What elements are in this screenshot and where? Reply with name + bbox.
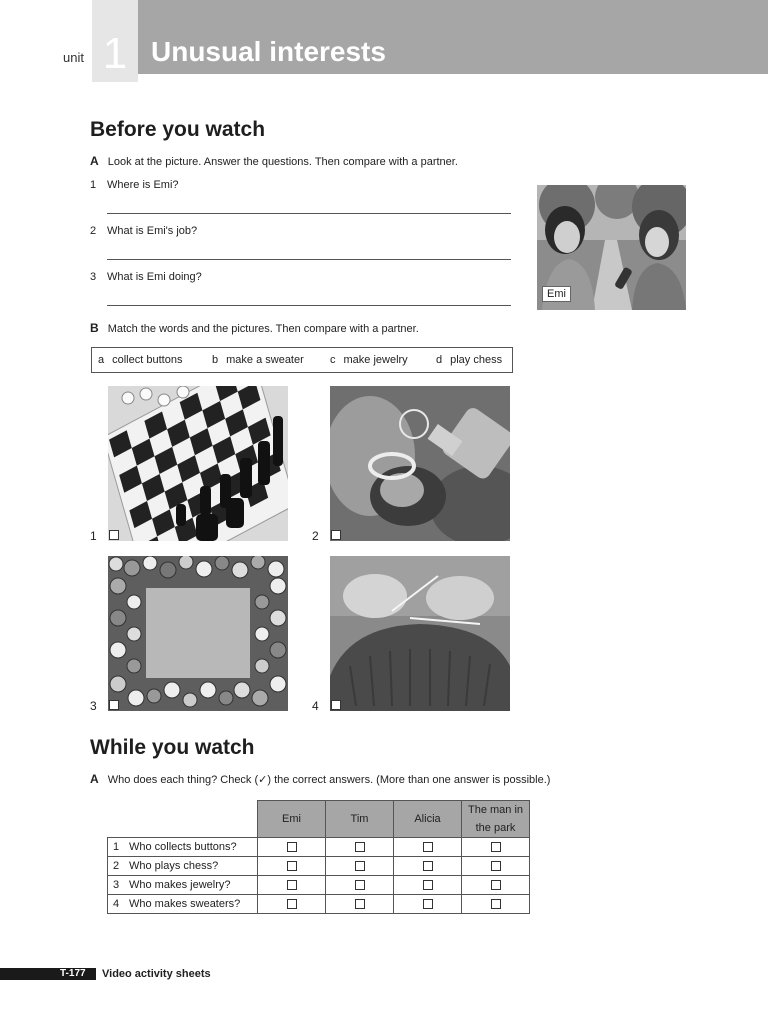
picture-number-1: 1	[90, 529, 97, 543]
checkbox-emi[interactable]	[287, 880, 297, 890]
question-number: 3	[90, 271, 97, 283]
check-table	[107, 800, 530, 914]
row-question: 2 Who plays chess?	[108, 857, 258, 876]
jewelry-picture	[330, 386, 510, 541]
word-box	[91, 347, 513, 373]
table-row	[108, 857, 530, 876]
checkbox-man-in-park[interactable]	[491, 899, 501, 909]
exercise-a-instruction	[90, 154, 458, 169]
table-row	[108, 895, 530, 914]
column-header-alicia: Alicia	[394, 801, 462, 838]
picture-2-checkbox[interactable]	[331, 530, 341, 540]
buttons-picture	[108, 556, 288, 711]
column-header-emi: Emi	[258, 801, 326, 838]
row-question: 4 Who makes sweaters?	[108, 895, 258, 914]
checkbox-tim[interactable]	[355, 899, 365, 909]
table-corner	[108, 801, 258, 838]
question-text: What is Emi's job?	[107, 225, 198, 237]
checkbox-alicia[interactable]	[423, 880, 433, 890]
question-number: 1	[90, 179, 97, 191]
while-exercise-a-label: A	[90, 772, 99, 786]
exercise-b-instruction	[90, 321, 419, 336]
picture-1-checkbox[interactable]	[109, 530, 119, 540]
checkbox-alicia[interactable]	[423, 842, 433, 852]
checkbox-man-in-park[interactable]	[491, 880, 501, 890]
picture-4-checkbox[interactable]	[331, 700, 341, 710]
column-header-man-in-park: The man in the park	[462, 801, 530, 838]
checkbox-tim[interactable]	[355, 842, 365, 852]
while-you-watch-heading: While you watch	[90, 736, 255, 759]
question-3	[90, 270, 202, 284]
checkbox-emi[interactable]	[287, 861, 297, 871]
footer-section-title: Video activity sheets	[102, 968, 211, 980]
picture-number-3: 3	[90, 699, 97, 713]
checkbox-tim[interactable]	[355, 861, 365, 871]
word-option-d: d play chess	[436, 354, 503, 366]
emi-name-tag: Emi	[542, 286, 571, 302]
picture-number-4: 4	[312, 699, 319, 713]
while-exercise-a-text: Who does each thing? Check (✓) the correct answers. (More than one answer is possible.)	[107, 774, 551, 786]
table-row	[108, 876, 530, 895]
before-you-watch-heading: Before you watch	[90, 118, 266, 141]
exercise-b-label: B	[90, 321, 99, 335]
exercise-a-text: Look at the picture. Answer the questions. Then compare with a partner.	[107, 156, 458, 168]
question-1	[90, 178, 179, 192]
table-header-row	[108, 801, 530, 838]
page-title: Unusual interests	[151, 36, 386, 67]
answer-line-3[interactable]	[107, 305, 511, 306]
word-option-c: c make jewelry	[330, 354, 408, 366]
checkbox-emi[interactable]	[287, 842, 297, 852]
chess-picture	[108, 386, 288, 541]
column-header-tim: Tim	[326, 801, 394, 838]
answer-line-1[interactable]	[107, 213, 511, 214]
picture-3-checkbox[interactable]	[109, 700, 119, 710]
picture-number-2: 2	[312, 529, 319, 543]
word-option-b: b make a sweater	[212, 354, 304, 366]
row-question: 3 Who makes jewelry?	[108, 876, 258, 895]
emi-interview-photo	[537, 185, 686, 310]
word-option-a: a collect buttons	[98, 354, 183, 366]
page-number: T-177	[60, 968, 86, 979]
while-exercise-a-instruction	[90, 772, 550, 787]
checkbox-tim[interactable]	[355, 880, 365, 890]
exercise-b-text: Match the words and the pictures. Then compare with a partner.	[107, 323, 419, 335]
table-row	[108, 838, 530, 857]
checkbox-man-in-park[interactable]	[491, 842, 501, 852]
unit-label: unit	[63, 50, 84, 65]
row-question: 1 Who collects buttons?	[108, 838, 258, 857]
exercise-a-label: A	[90, 154, 99, 168]
unit-number: 1	[102, 29, 128, 78]
question-text: Where is Emi?	[107, 179, 179, 191]
question-text: What is Emi doing?	[107, 271, 202, 283]
checkbox-man-in-park[interactable]	[491, 861, 501, 871]
checkbox-alicia[interactable]	[423, 899, 433, 909]
answer-line-2[interactable]	[107, 259, 511, 260]
question-2	[90, 224, 197, 238]
sweater-picture	[330, 556, 510, 711]
checkbox-alicia[interactable]	[423, 861, 433, 871]
question-number: 2	[90, 225, 97, 237]
checkbox-emi[interactable]	[287, 899, 297, 909]
